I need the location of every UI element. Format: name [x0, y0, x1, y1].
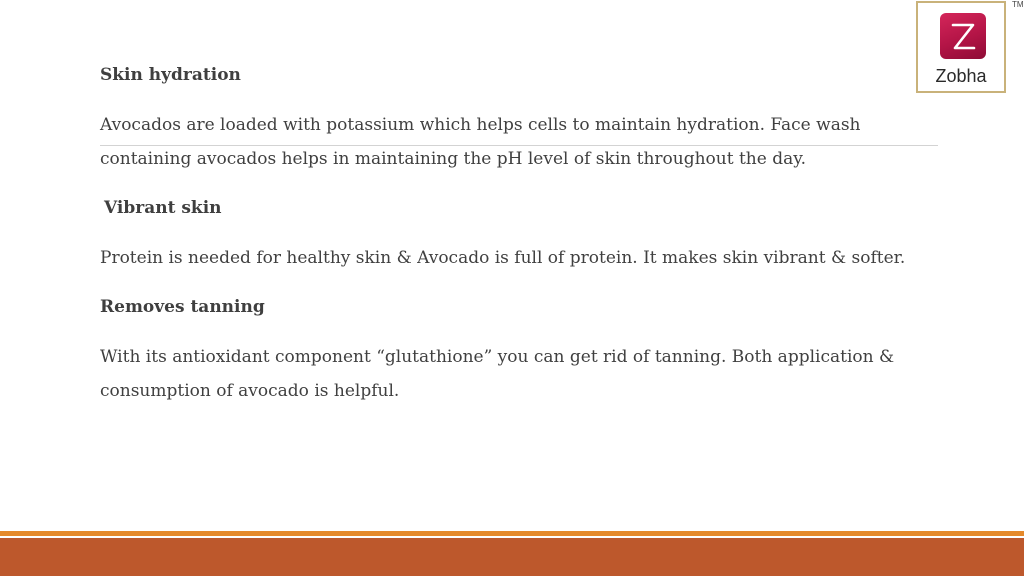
trademark-symbol: TM — [1012, 0, 1024, 9]
heading-vibrant-skin: Vibrant skin — [104, 198, 222, 218]
footer-band — [0, 538, 1024, 576]
paragraph-line: containing avocados helps in maintaining the pH level of skin throughout the day. — [100, 149, 806, 169]
paragraph-line: With its antioxidant component “glutathione” you can get rid of tanning. Both application & — [100, 347, 895, 367]
z-logo-icon — [940, 13, 986, 59]
footer-accent-line — [0, 531, 1024, 536]
heading-removes-tanning: Removes tanning — [100, 297, 265, 317]
paragraph-line: Protein is needed for healthy skin & Avocado is full of protein. It makes skin vibrant & softer. — [100, 248, 906, 268]
brand-name: Zobha — [935, 66, 987, 86]
paragraph-line: consumption of avocado is helpful. — [100, 381, 400, 401]
brand-logo — [916, 1, 1006, 93]
paragraph-line: Avocados are loaded with potassium which helps cells to maintain hydration. Face wash — [100, 115, 861, 135]
heading-skin-hydration: Skin hydration — [100, 65, 241, 85]
